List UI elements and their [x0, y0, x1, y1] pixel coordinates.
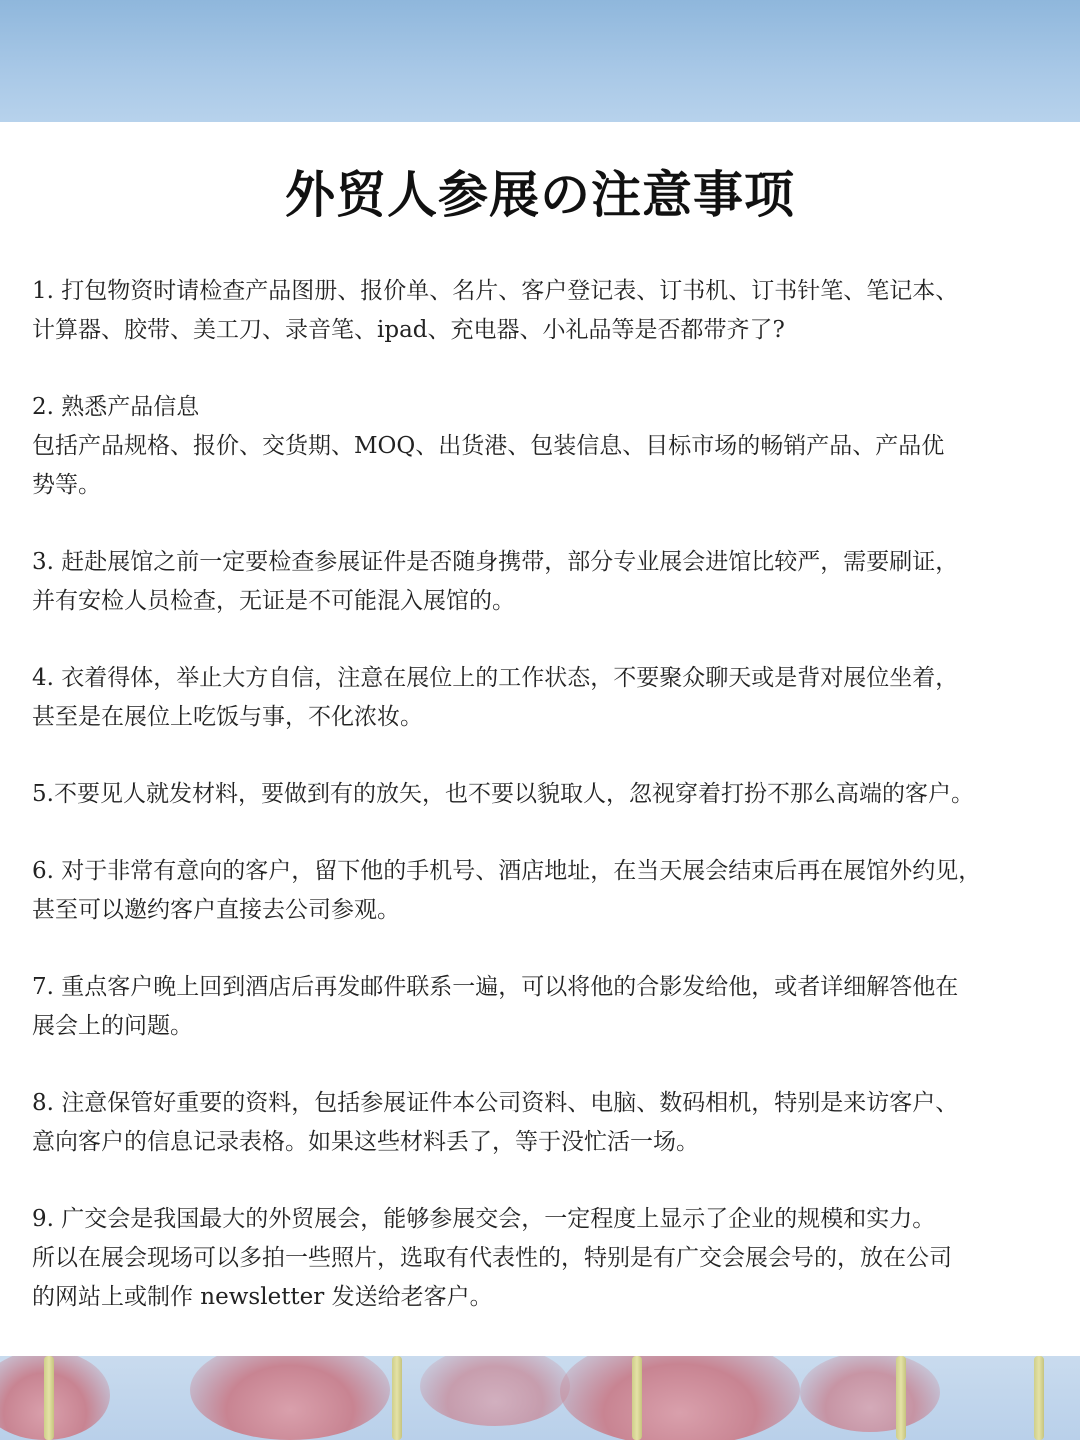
- tip-line: 并有安检人员检查，无证是不可能混入展馆的。: [32, 588, 515, 614]
- tip-line: 甚至是在展位上吃饭与事，不化浓妆。: [32, 704, 423, 730]
- tip-item: [32, 775, 1062, 814]
- tip-line: 9. 广交会是我国最大的外贸展会，能够参展交会，一定程度上显示了企业的规模和实力。: [32, 1206, 936, 1232]
- tip-line: 3. 赶赴展馆之前一定要检查参展证件是否随身携带，部分专业展会进馆比较严，需要刷证，: [32, 549, 959, 575]
- bottom-tulip-banner: [0, 1356, 1080, 1440]
- tip-line: 意向客户的信息记录表格。如果这些材料丢了，等于没忙活一场。: [32, 1129, 699, 1155]
- tip-item: [32, 852, 1062, 930]
- tip-item: [32, 659, 1062, 737]
- tulip-blossom: [190, 1356, 390, 1440]
- page-title: 外贸人参展の注意事项: [285, 165, 795, 224]
- tip-item: [32, 272, 1062, 350]
- tulip-blossom: [420, 1356, 570, 1426]
- tulip-stem: [44, 1356, 54, 1440]
- tulip-blossom: [0, 1356, 110, 1440]
- top-sky-banner: [0, 0, 1080, 122]
- tip-line: 7. 重点客户晚上回到酒店后再发邮件联系一遍，可以将他的合影发给他，或者详细解答他在: [32, 974, 959, 1000]
- tip-line: 1. 打包物资时请检查产品图册、报价单、名片、客户登记表、订书机、订书针笔、笔记本、: [32, 278, 959, 304]
- tip-line: 包括产品规格、报价、交货期、MOQ、出货港、包装信息、目标市场的畅销产品、产品优: [32, 433, 945, 459]
- tip-line: 甚至可以邀约客户直接去公司参观。: [32, 897, 400, 923]
- tulip-blossom: [560, 1356, 800, 1440]
- tulip-stem: [392, 1356, 402, 1440]
- tip-line: 势等。: [32, 472, 101, 498]
- tip-line: 计算器、胶带、美工刀、录音笔、ipad、充电器、小礼品等是否都带齐了?: [32, 317, 785, 343]
- tip-line: 4. 衣着得体，举止大方自信，注意在展位上的工作状态，不要聚众聊天或是背对展位坐着，: [32, 665, 959, 691]
- tip-line: 展会上的问题。: [32, 1013, 193, 1039]
- tip-line: 6. 对于非常有意向的客户，留下他的手机号、酒店地址，在当天展会结束后再在展馆外约见，: [32, 858, 982, 884]
- tips-list: [32, 272, 1062, 1355]
- tip-line: 的网站上或制作 newsletter 发送给老客户。: [32, 1284, 493, 1310]
- tip-item: [32, 1200, 1062, 1317]
- tip-line: 2. 熟悉产品信息: [32, 394, 200, 420]
- tulip-stem: [1034, 1356, 1044, 1440]
- tulip-stem: [896, 1356, 906, 1440]
- tip-item: [32, 1084, 1062, 1162]
- tip-item: [32, 543, 1062, 621]
- tip-item: [32, 388, 1062, 505]
- tulip-stem: [632, 1356, 642, 1440]
- tip-item: [32, 968, 1062, 1046]
- tip-line: 8. 注意保管好重要的资料，包括参展证件本公司资料、电脑、数码相机，特别是来访客户、: [32, 1090, 959, 1116]
- tulip-blossom: [800, 1356, 940, 1432]
- tip-line: 所以在展会现场可以多拍一些照片，选取有代表性的，特别是有广交会展会号的，放在公司: [32, 1245, 952, 1271]
- tip-line: 5.不要见人就发材料，要做到有的放矢，也不要以貌取人，忽视穿着打扮不那么高端的客户。: [32, 781, 974, 807]
